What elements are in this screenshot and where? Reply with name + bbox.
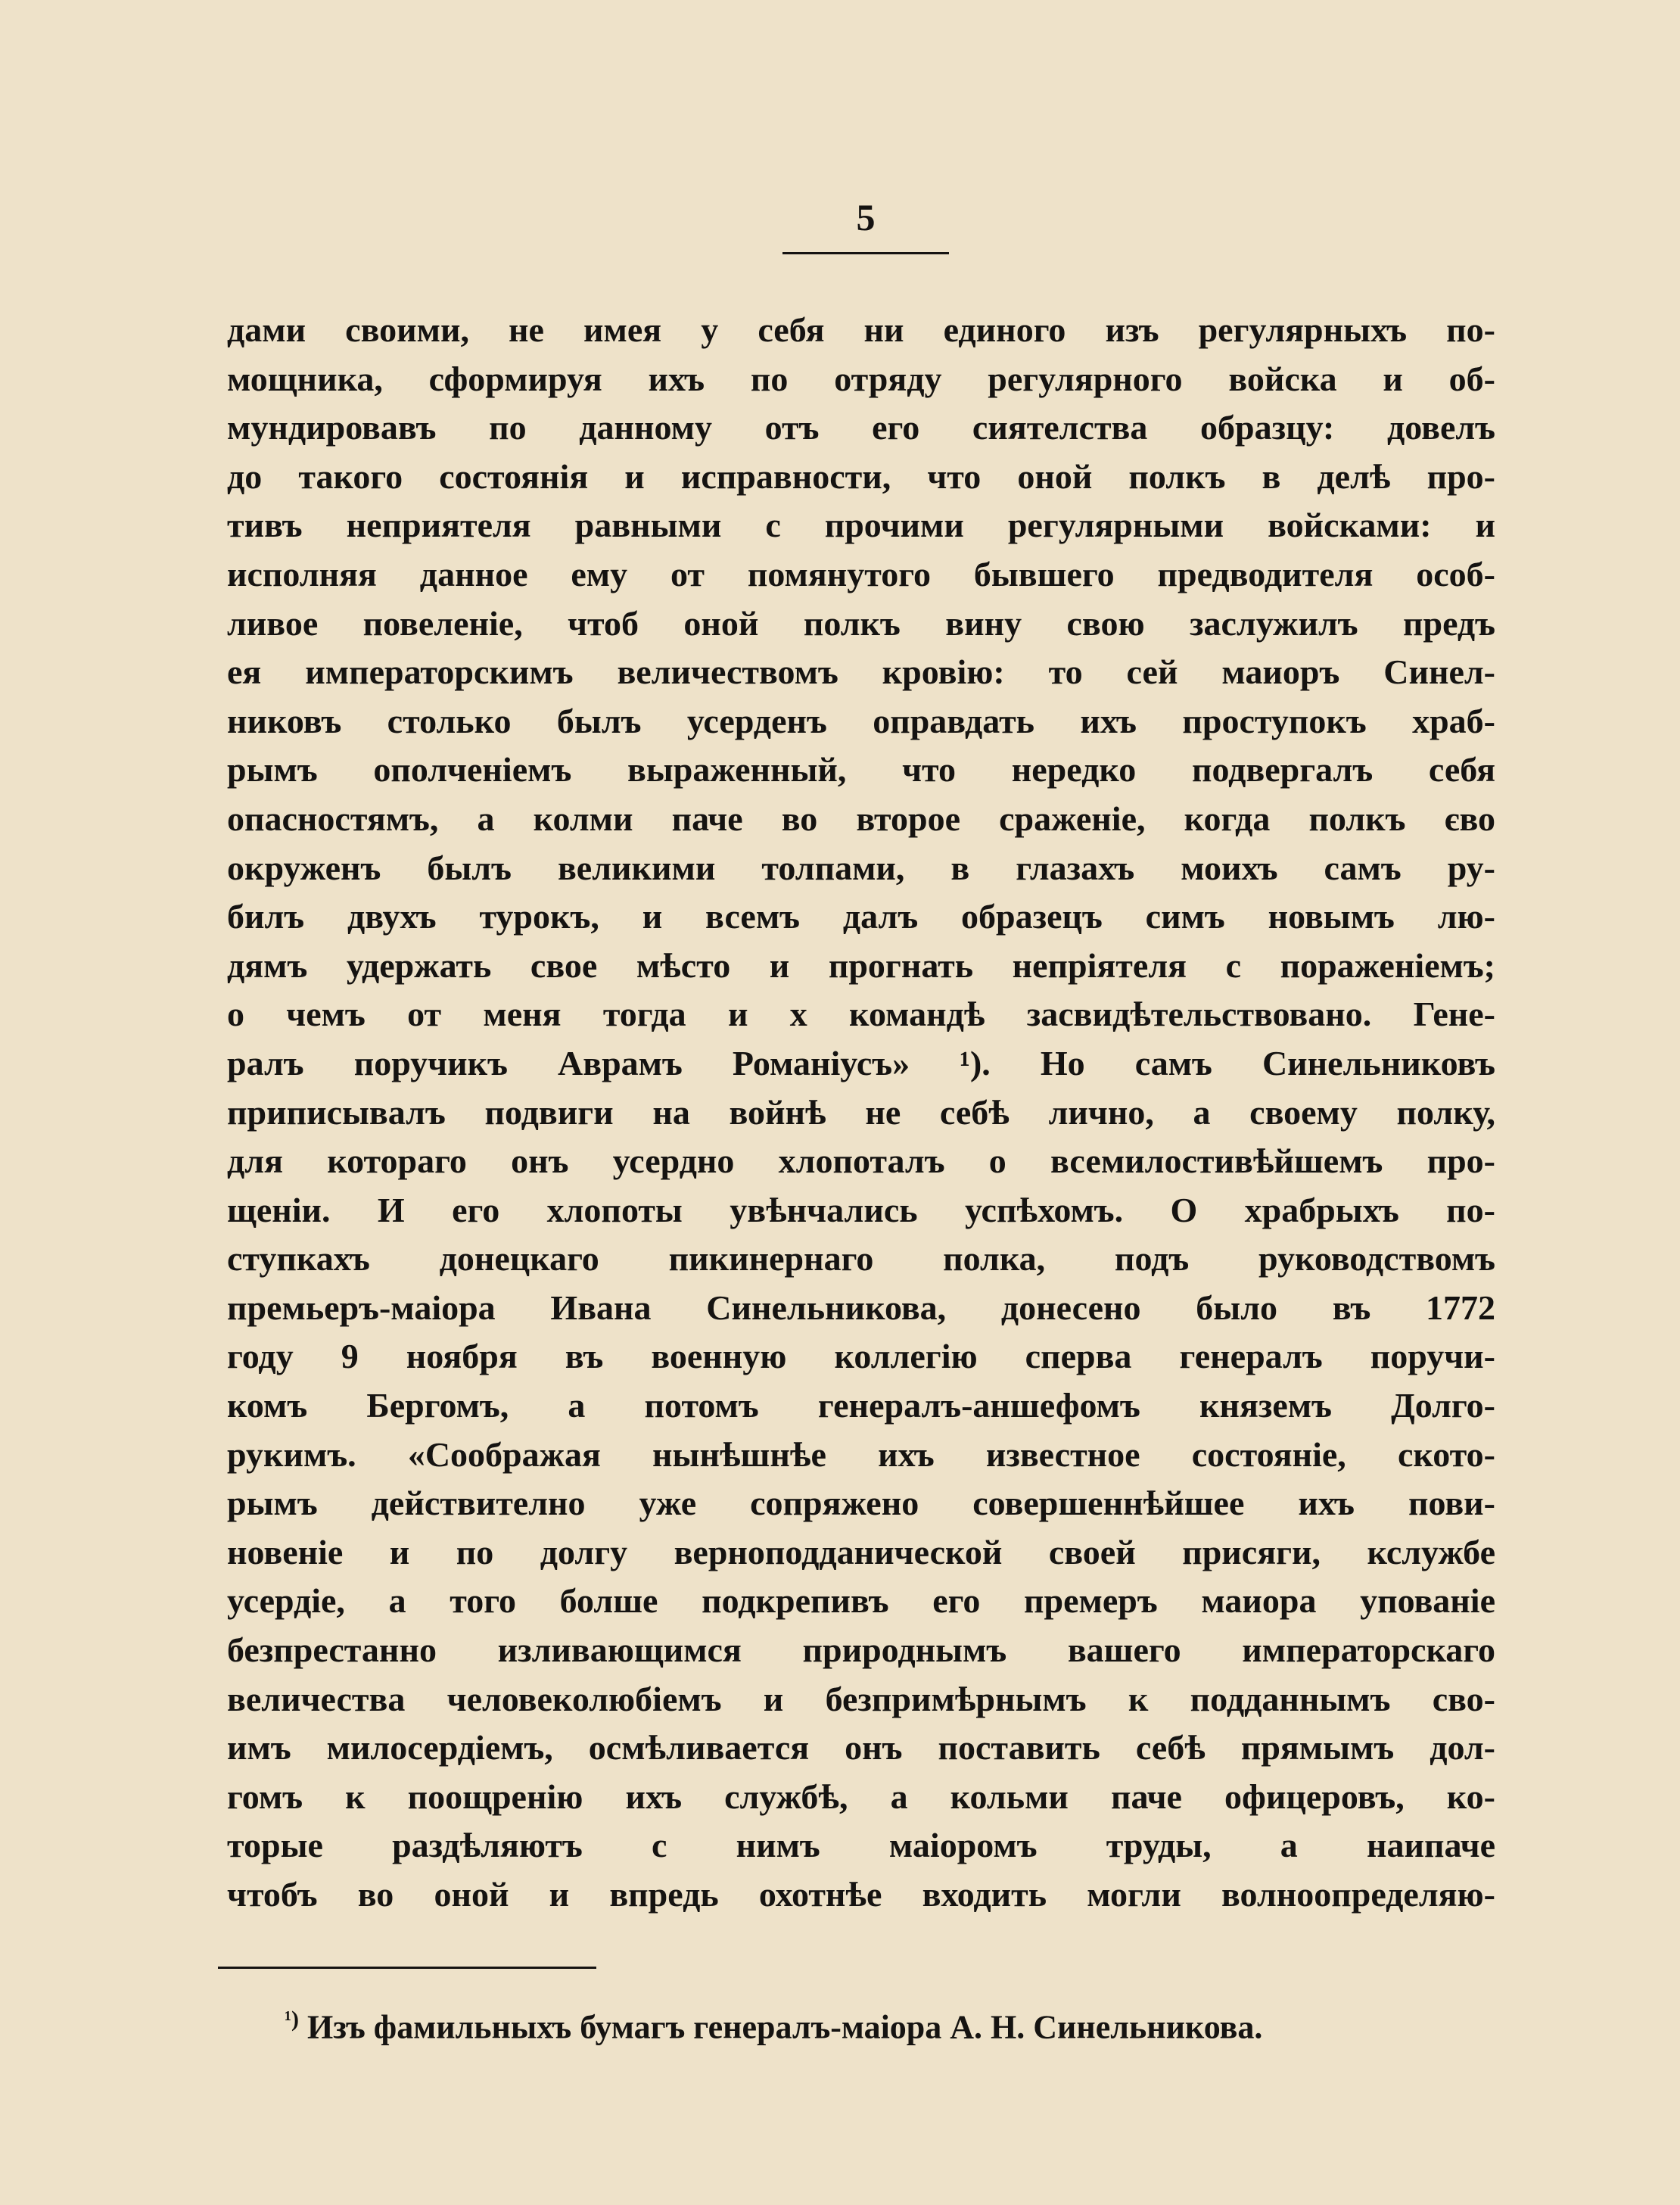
text-line: ступкахъ донецкаго пикинернаго полка, подъ руководствомъ bbox=[227, 1239, 1495, 1278]
text-line: никовъ столько былъ усерденъ оправдать ихъ проступокъ храб- bbox=[227, 701, 1495, 740]
text-line: рымъ действително уже сопряжено совершеннѣйшее ихъ пови- bbox=[227, 1484, 1495, 1523]
text-line: премьеръ-маіора Ивана Синельникова, донесено было въ 1772 bbox=[227, 1288, 1495, 1327]
text-line: тивъ неприятеля равными с прочими регулярными войсками: и bbox=[227, 506, 1495, 545]
text-line: опасностямъ, а колми паче во второе сраженіе, когда полкъ єво bbox=[227, 799, 1495, 838]
text-line: дами своими, не имея у себя ни единого изъ регулярныхъ по- bbox=[227, 310, 1495, 349]
text-line: ливое повеленіе, чтоб оной полкъ вину свою заслужилъ предъ bbox=[227, 603, 1495, 643]
text-line: безпрестанно изливающимся природнымъ вашего императорскаго bbox=[227, 1630, 1495, 1670]
footnote-text: Изъ фамильныхъ бумагъ генералъ-маіора А. Н. Синельникова. bbox=[306, 2008, 1263, 2046]
text-line: исполняя данное ему от помянутого бывшего предводителя особ- bbox=[227, 554, 1495, 593]
text-line: торые раздѣляютъ с нимъ маіоромъ труды, а наипаче bbox=[227, 1826, 1495, 1865]
page-number-rule bbox=[782, 252, 949, 254]
text-line: до такого состоянія и исправности, что оной полкъ в делѣ про- bbox=[227, 456, 1495, 496]
footnote bbox=[285, 2006, 1435, 2048]
text-line: билъ двухъ турокъ, и всемъ далъ образецъ симъ новымъ лю- bbox=[227, 897, 1495, 936]
text-line: для котораго онъ усердно хлопоталъ о всемилостивѣйшемъ про- bbox=[227, 1141, 1495, 1181]
text-line: новеніе и по долгу верноподданической своей присяги, кслужбе bbox=[227, 1532, 1495, 1571]
text-line: мощника, сформируя ихъ по отряду регулярного войска и об- bbox=[227, 359, 1495, 398]
text-line: ралъ поручикъ Аврамъ Романіусъ» ¹). Но самъ Синельниковъ bbox=[227, 1043, 1495, 1082]
text-line: приписывалъ подвиги на войнѣ не себѣ лично, а своему полку, bbox=[227, 1092, 1495, 1132]
body-text bbox=[227, 306, 1495, 1920]
text-line: окруженъ былъ великими толпами, в глазахъ моихъ самъ ру- bbox=[227, 848, 1495, 887]
text-line: дямъ удержать свое мѣсто и прогнать непріятеля с пораженіемъ; bbox=[227, 945, 1495, 985]
footnote-marker: ¹) bbox=[285, 2007, 299, 2032]
text-line: мундировавъ по данному отъ его сиятелства образцу: довелъ bbox=[227, 408, 1495, 447]
text-line: чтобъ во оной и впредь охотнѣе входить могли волноопределяю- bbox=[227, 1875, 1495, 1914]
text-line: рукимъ. «Соображая нынѣшнѣе ихъ известное состояніе, ското- bbox=[227, 1434, 1495, 1474]
text-line: величества человеколюбіемъ и безпримѣрнымъ к подданнымъ сво- bbox=[227, 1679, 1495, 1718]
text-line: имъ милосердіемъ, осмѣливается онъ поставить себѣ прямымъ дол- bbox=[227, 1728, 1495, 1767]
text-line: ея императорскимъ величествомъ кровію: то сей маиоръ Синел- bbox=[227, 652, 1495, 692]
text-line: году 9 ноября въ военную коллегію сперва генералъ поручи- bbox=[227, 1337, 1495, 1376]
text-line: о чемъ от меня тогда и х командѣ засвидѣтельствовано. Гене- bbox=[227, 995, 1495, 1034]
footnote-rule bbox=[218, 1967, 596, 1969]
text-line: гомъ к поощренію ихъ службѣ, а кольми паче офицеровъ, ко- bbox=[227, 1777, 1495, 1816]
text-line: рымъ ополченіемъ выраженный, что нередко подвергалъ себя bbox=[227, 750, 1495, 790]
text-line: усердіе, а того болше подкрепивъ его премеръ маиора упованіе bbox=[227, 1581, 1495, 1621]
page-number: 5 bbox=[856, 196, 876, 238]
text-line: комъ Бергомъ, а потомъ генералъ-аншефомъ княземъ Долго- bbox=[227, 1386, 1495, 1425]
text-line: щеніи. И его хлопоты увѣнчались успѣхомъ. О храбрыхъ по- bbox=[227, 1190, 1495, 1229]
